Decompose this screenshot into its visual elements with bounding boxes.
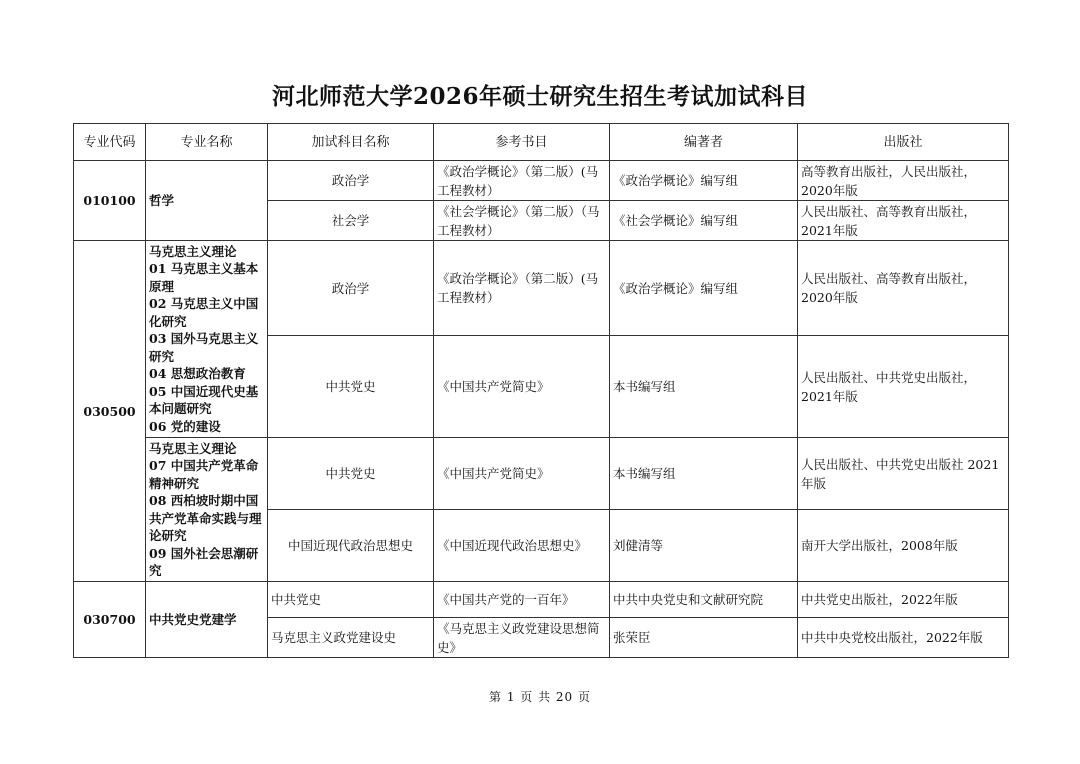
major-name: 马克思主义理论 01 马克思主义基本原理 02 马克思主义中国化研究 03 国外马克思主义研究 04 思想政治教育 05 中国近现代史基本问题研究 06 党的建设: [146, 241, 268, 438]
publisher: 南开大学出版社，2008年版: [798, 510, 1009, 582]
table-row: [74, 438, 1009, 510]
table-row: [74, 582, 1009, 618]
author: 刘健清等: [610, 510, 798, 582]
subject-name: 中共党史: [268, 582, 434, 618]
header-publisher: 出版社: [798, 124, 1009, 161]
reference-book: 《马克思主义政党建设思想简史》: [434, 618, 610, 658]
author: 中共中央党史和文献研究院: [610, 582, 798, 618]
publisher: 中共党史出版社，2022年版: [798, 582, 1009, 618]
publisher: 中共中央党校出版社，2022年版: [798, 618, 1009, 658]
author: 《社会学概论》编写组: [610, 201, 798, 241]
major-code: 010100: [74, 161, 146, 241]
table-row: [74, 161, 1009, 201]
publisher: 高等教育出版社，人民出版社，2020年版: [798, 161, 1009, 201]
subject-name: 社会学: [268, 201, 434, 241]
subject-name: 政治学: [268, 161, 434, 201]
reference-book: 《中国共产党的一百年》: [434, 582, 610, 618]
header-code: 专业代码: [74, 124, 146, 161]
page-footer: 第 1 页 共 20 页: [489, 690, 591, 704]
major-name: 马克思主义理论 07 中国共产党革命精神研究 08 西柏坡时期中国共产党革命实践与理论研究 09 国外社会思潮研究: [146, 438, 268, 582]
table-header-row: [74, 124, 1009, 161]
header-subject: 加试科目名称: [268, 124, 434, 161]
header-author: 编著者: [610, 124, 798, 161]
author: 《政治学概论》编写组: [610, 241, 798, 336]
publisher: 人民出版社、中共党史出版社，2021年版: [798, 336, 1009, 438]
reference-book: 《中国共产党简史》: [434, 336, 610, 438]
publisher: 人民出版社、高等教育出版社，2020年版: [798, 241, 1009, 336]
publisher: 人民出版社、高等教育出版社，2021年版: [798, 201, 1009, 241]
subject-name: 中国近现代政治思想史: [268, 510, 434, 582]
author: 《政治学概论》编写组: [610, 161, 798, 201]
author: 本书编写组: [610, 438, 798, 510]
subjects-table: [73, 123, 1009, 658]
author: 本书编写组: [610, 336, 798, 438]
subject-name: 马克思主义政党建设史: [268, 618, 434, 658]
author: 张荣臣: [610, 618, 798, 658]
subject-name: 中共党史: [268, 336, 434, 438]
publisher: 人民出版社、中共党史出版社 2021年版: [798, 438, 1009, 510]
header-major: 专业名称: [146, 124, 268, 161]
major-name: 中共党史党建学: [146, 582, 268, 658]
subject-name: 中共党史: [268, 438, 434, 510]
major-code: 030700: [74, 582, 146, 658]
major-code: 030500: [74, 241, 146, 582]
table-row: [74, 241, 1009, 336]
reference-book: 《中国共产党简史》: [434, 438, 610, 510]
subject-name: 政治学: [268, 241, 434, 336]
reference-book: 《政治学概论》（第二版）(马工程教材）: [434, 161, 610, 201]
page-title: 河北师范大学2026年硕士研究生招生考试加试科目: [271, 83, 808, 110]
major-name: 哲学: [146, 161, 268, 241]
reference-book: 《中国近现代政治思想史》: [434, 510, 610, 582]
reference-book: 《政治学概论》（第二版）(马工程教材）: [434, 241, 610, 336]
reference-book: 《社会学概论》（第二版）（马工程教材）: [434, 201, 610, 241]
header-book: 参考书目: [434, 124, 610, 161]
